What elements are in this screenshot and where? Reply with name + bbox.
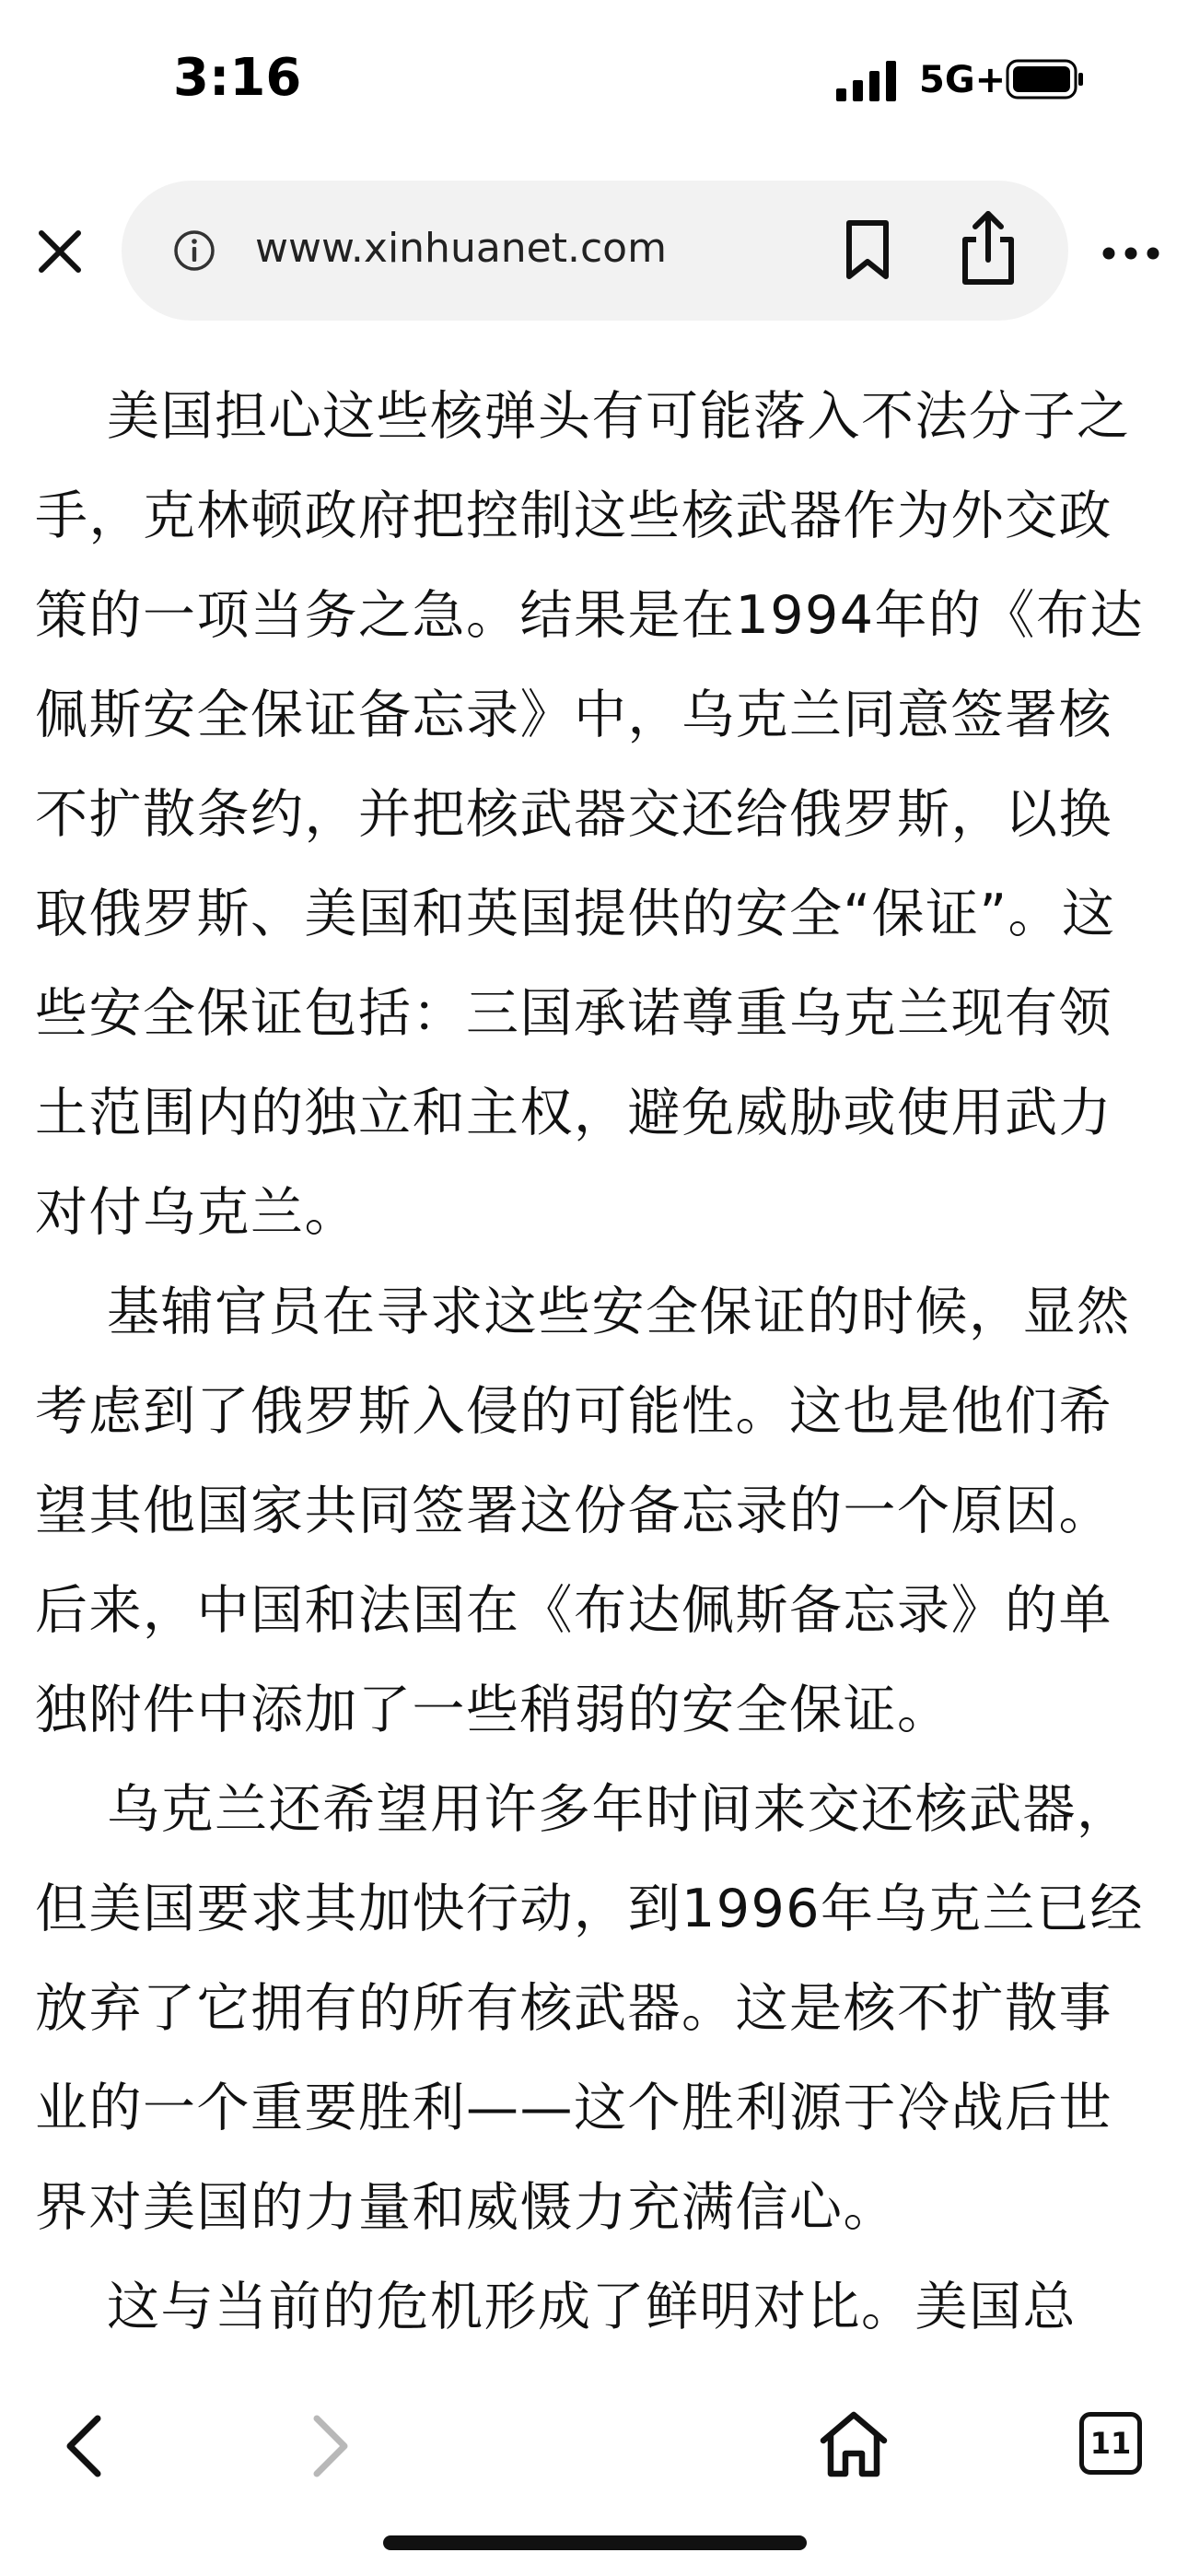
article-paragraph: 基辅官员在寻求这些安全保证的时候，显然考虑到了俄罗斯入侵的可能性。这也是他们希望其他国家共同签署这份备忘录的一个原因。后来，中国和法国在《布达佩斯备忘录》的单独附件中添加了一些稍弱的安全保证。 [35, 1282, 1131, 1740]
url-text[interactable]: www.xinhuanet.com [255, 225, 667, 272]
back-button[interactable] [46, 2405, 120, 2488]
article-paragraph: 美国担心这些核弹头有可能落入不法分子之手，克林顿政府把控制这些核武器作为外交政策的一项当务之急。结果是在1994年的《布达佩斯安全保证备忘录》中，乌克兰同意签署核不扩散条约，并把核武器交还给俄罗斯，以换取俄罗斯、美国和英国提供的安全“保证”。这些安全保证包括：三国承诺尊重乌克兰现有领土范围内的独立和主权，避免威胁或使用武力对付乌克兰。 [35, 386, 1145, 1243]
cellular-signal-icon [836, 61, 901, 101]
status-bar [0, 0, 1188, 157]
home-icon [818, 2409, 890, 2479]
back-arrow-icon [61, 2413, 105, 2479]
battery-icon [1006, 59, 1085, 100]
tabs-button[interactable] [1079, 2412, 1142, 2475]
home-button[interactable] [812, 2403, 895, 2486]
tabs-count: 11 [1089, 2426, 1132, 2461]
article-body [35, 367, 1153, 2361]
status-time: 3:16 [173, 48, 302, 108]
forward-arrow-icon [309, 2413, 354, 2479]
more-icon [1101, 246, 1160, 261]
info-icon[interactable] [172, 228, 216, 273]
home-indicator[interactable] [383, 2535, 807, 2550]
share-icon[interactable] [958, 208, 1019, 286]
close-icon [37, 228, 83, 275]
more-button[interactable] [1094, 230, 1168, 276]
article-paragraph: 这与当前的危机形成了鲜明对比。美国总 [107, 2277, 1077, 2337]
address-bar[interactable] [122, 181, 1068, 321]
bookmark-icon[interactable] [840, 219, 895, 280]
forward-button[interactable] [295, 2405, 368, 2488]
network-type: 5G+ [919, 59, 1007, 101]
article-paragraph: 乌克兰还希望用许多年时间来交还核武器，但美国要求其加快行动，到1996年乌克兰已经放弃了它拥有的所有核武器。这是核不扩散事业的一个重要胜利——这个胜利源于冷战后世界对美国的力量和威慑力充满信心。 [35, 1779, 1145, 2238]
close-button[interactable] [28, 219, 92, 284]
